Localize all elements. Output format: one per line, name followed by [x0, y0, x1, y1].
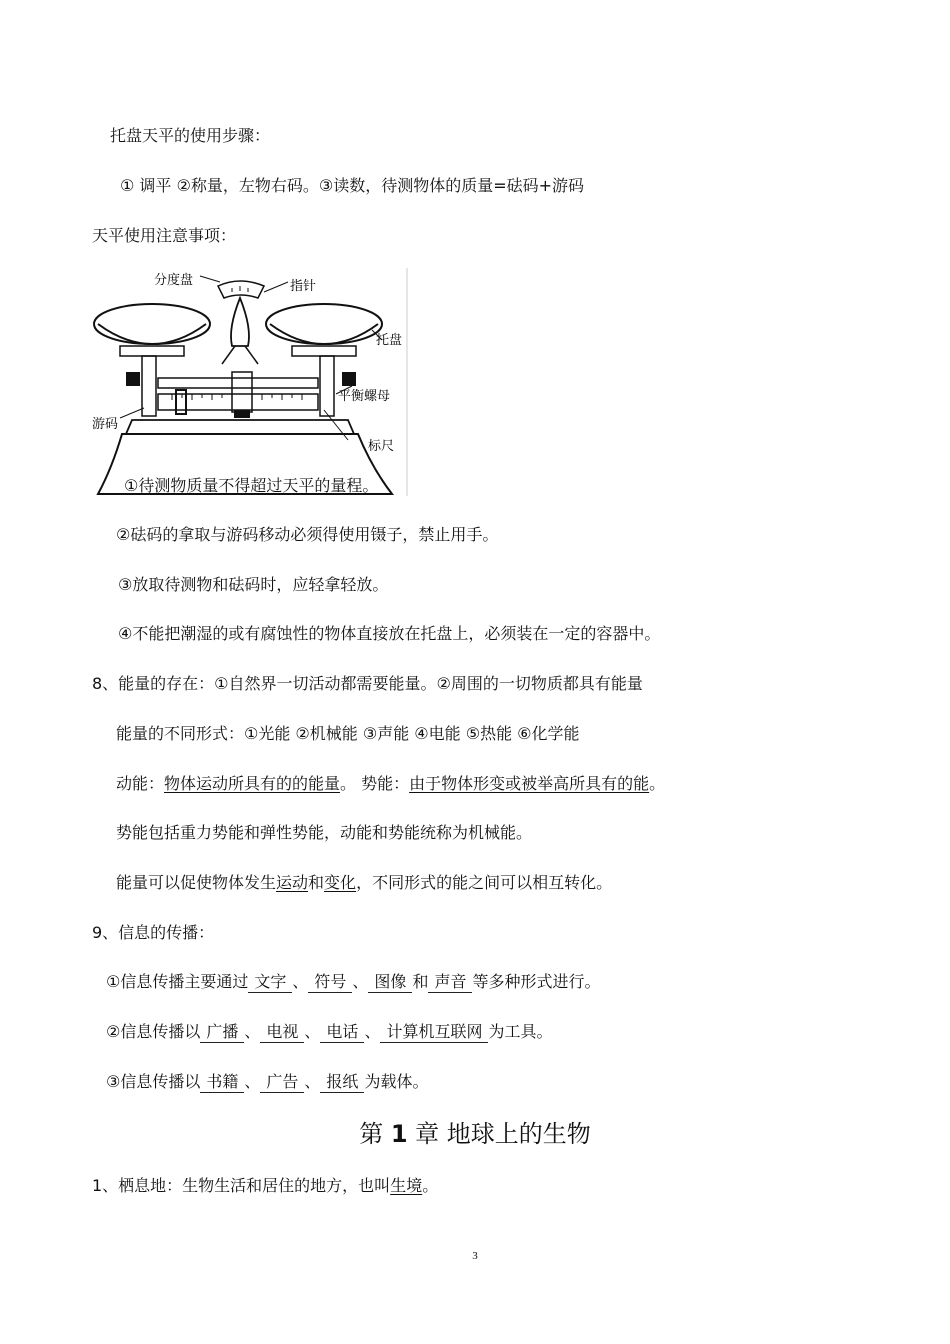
- blank-ads: 广告: [260, 1072, 304, 1093]
- text: ②信息传播以: [106, 1022, 201, 1041]
- sep: 和: [412, 972, 429, 991]
- blank-phone: 电话: [320, 1022, 364, 1043]
- chapter-title: [0, 1114, 950, 1149]
- text: 和: [308, 873, 325, 892]
- energy-existence: 8、能量的存在：①自然界一切活动都需要能量。②周围的一切物质都具有能量: [92, 674, 643, 693]
- blank-image: 图像: [368, 972, 412, 993]
- text: 等多种形式进行。: [472, 972, 601, 991]
- text: 为工具。: [488, 1022, 553, 1041]
- label-nut: 平衡螺母: [338, 389, 391, 404]
- energy-effect: [116, 873, 612, 893]
- blank-books: 书籍: [200, 1072, 244, 1093]
- text: 。: [422, 1176, 439, 1195]
- notes-heading: 天平使用注意事项：: [92, 226, 237, 245]
- text: 为载体。: [364, 1072, 429, 1091]
- note-2: ②砝码的拿取与游码移动必须得使用镊子，禁止用手。: [116, 525, 499, 544]
- note-3: ③放取待测物和砝码时，应轻拿轻放。: [118, 575, 389, 594]
- sep: 、: [244, 1022, 261, 1041]
- sep: 、: [364, 1022, 381, 1041]
- blank-motion: 运动: [276, 873, 309, 892]
- blank-tv: 电视: [260, 1022, 304, 1043]
- chapter-name: 章 地球上的生物: [415, 1120, 591, 1148]
- text: ①信息传播主要通过: [106, 972, 249, 991]
- label-rider: 游码: [92, 417, 119, 432]
- label-beam: 标尺: [368, 439, 395, 454]
- info-forms: [106, 972, 600, 993]
- balance-figure: [92, 268, 408, 496]
- chapter-number: 1: [390, 1120, 408, 1148]
- blank-text: 文字: [248, 972, 292, 993]
- potential-label: 。 势能：: [340, 774, 410, 793]
- blank-symbol: 符号: [308, 972, 352, 993]
- period: 。: [649, 774, 666, 793]
- blank-broadcast: 广播: [200, 1022, 244, 1043]
- text: ，不同形式的能之间可以相互转化。: [356, 873, 613, 892]
- kinetic-label: 动能：: [116, 774, 165, 793]
- kinetic-potential: [116, 774, 665, 794]
- usage-steps-heading: 托盘天平的使用步骤：: [110, 126, 271, 145]
- sep: 、: [352, 972, 369, 991]
- habitat-definition: [92, 1176, 438, 1196]
- sep: 、: [304, 1022, 321, 1041]
- blank-internet: 计算机互联网: [380, 1022, 488, 1043]
- blank-habitat: 生境: [390, 1176, 423, 1195]
- chapter-prefix: 第: [359, 1120, 384, 1148]
- sep: 、: [292, 972, 309, 991]
- page-number: 3: [472, 1250, 478, 1262]
- label-pan: 托盘: [376, 333, 403, 348]
- usage-steps: ① 调平 ②称量，左物右码。③读数，待测物体的质量=砝码+游码: [120, 176, 585, 195]
- sep: 、: [244, 1072, 261, 1091]
- potential-types: 势能包括重力势能和弹性势能，动能和势能统称为机械能。: [116, 823, 533, 842]
- label-scale: 分度盘: [154, 273, 194, 288]
- text: 1、栖息地：生物生活和居住的地方，也叫: [92, 1176, 391, 1195]
- blank-sound: 声音: [428, 972, 472, 993]
- text: 能量可以促使物体发生: [116, 873, 277, 892]
- kinetic-definition: 物体运动所具有的的能量: [164, 774, 341, 793]
- info-carriers: [106, 1072, 428, 1093]
- energy-forms: 能量的不同形式：①光能 ②机械能 ③声能 ④电能 ⑤热能 ⑥化学能: [116, 724, 580, 743]
- note-1: ①待测物质量不得超过天平的量程。: [124, 476, 379, 495]
- label-pointer: 指针: [290, 279, 317, 294]
- sep: 、: [304, 1072, 321, 1091]
- blank-newspaper: 报纸: [320, 1072, 364, 1093]
- info-tools: [106, 1022, 552, 1043]
- blank-change: 变化: [324, 873, 357, 892]
- potential-definition: 由于物体形变或被举高所具有的能: [409, 774, 650, 793]
- note-4: ④不能把潮湿的或有腐蚀性的物体直接放在托盘上，必须装在一定的容器中。: [118, 624, 661, 643]
- text: ③信息传播以: [106, 1072, 201, 1091]
- info-heading: 9、信息的传播：: [92, 923, 215, 942]
